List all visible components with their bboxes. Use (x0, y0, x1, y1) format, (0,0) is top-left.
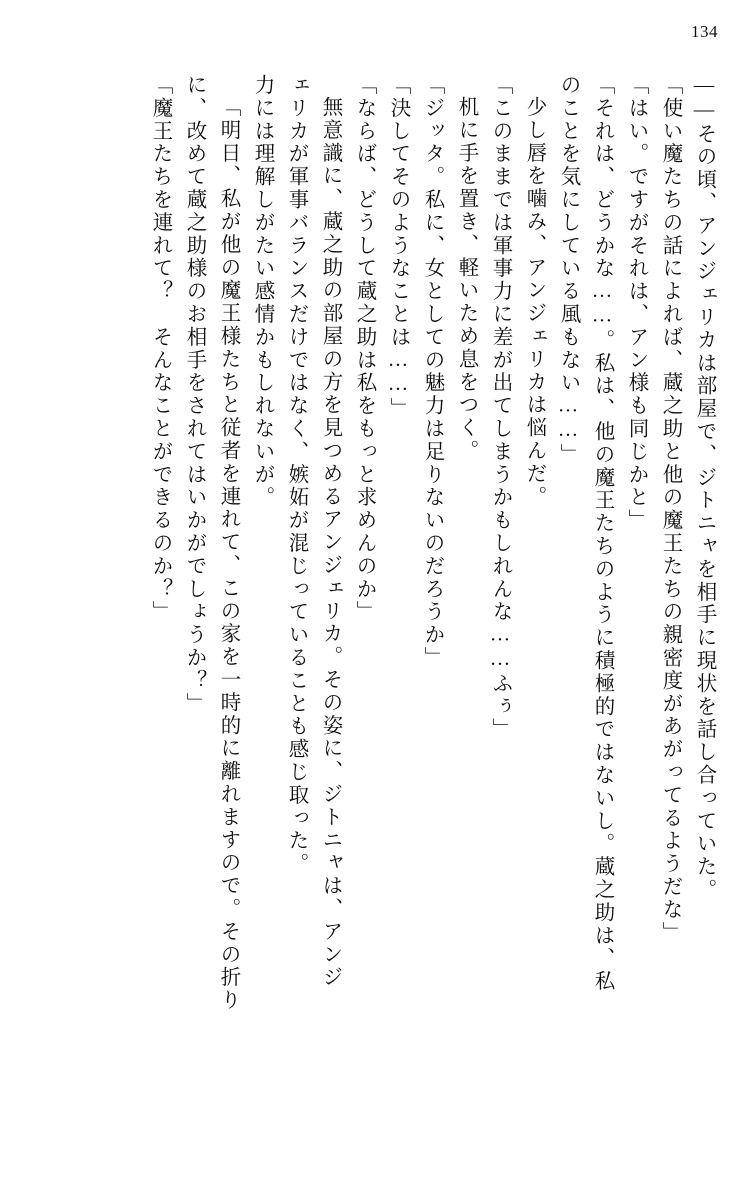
text-line: 「ジッタ。私に、女としての魅力は足りないのだろうか」 (421, 74, 443, 670)
page-number: 134 (691, 22, 718, 41)
text-line: 「このままでは軍事力に差が出てしまうかもしれんな……ふぅ」 (489, 74, 511, 742)
text-line: 「使い魔たちの話によれば、蔵之助と他の魔王たちの親密度があがってるようだな」 (659, 74, 681, 945)
vertical-text-body (42, 74, 714, 1134)
text-line: 「決してそのようなことは……」 (387, 74, 409, 421)
text-line: に、改めて蔵之助様のお相手をされてはいかがでしょうか？」 (183, 74, 205, 716)
text-line: 机に手を置き、軽いため息をつく。 (455, 96, 477, 463)
text-line: 「それは、どうかな……。私は、他の魔王たちのように積極的ではないし。蔵之助は、私 (591, 74, 613, 993)
text-line: のことを気にしている風もない……」 (557, 74, 579, 467)
text-line: 「明日、私が他の魔王様たちと従者を連れて、この家を一時的に離れますので。その折り (217, 96, 239, 1012)
text-line: ェリカが軍事バランスだけではなく、嫉妬が混じっていることも感じ取った。 (285, 74, 307, 876)
text-line: 力には理解しがたい感情かもしれないが。 (251, 74, 273, 510)
text-line: 無意識に、蔵之助の部屋の方を見つめるアンジェリカ。その姿に、ジトニャは、アンジ (319, 96, 341, 990)
text-line: 「ならば、どうして蔵之助は私をもっと求めんのか」 (353, 74, 375, 624)
text-line: 少し唇を噛み、アンジェリカは悩んだ。 (523, 96, 545, 509)
text-line: ――その頃、アンジェリカは部屋で、ジトニャを相手に現状を話し合っていた。 (693, 74, 715, 902)
text-line: 「魔王たちを連れて？ そんなことができるのか？」 (149, 74, 171, 624)
text-line: 「はい。ですがそれは、アン様も同じかと」 (625, 74, 647, 532)
